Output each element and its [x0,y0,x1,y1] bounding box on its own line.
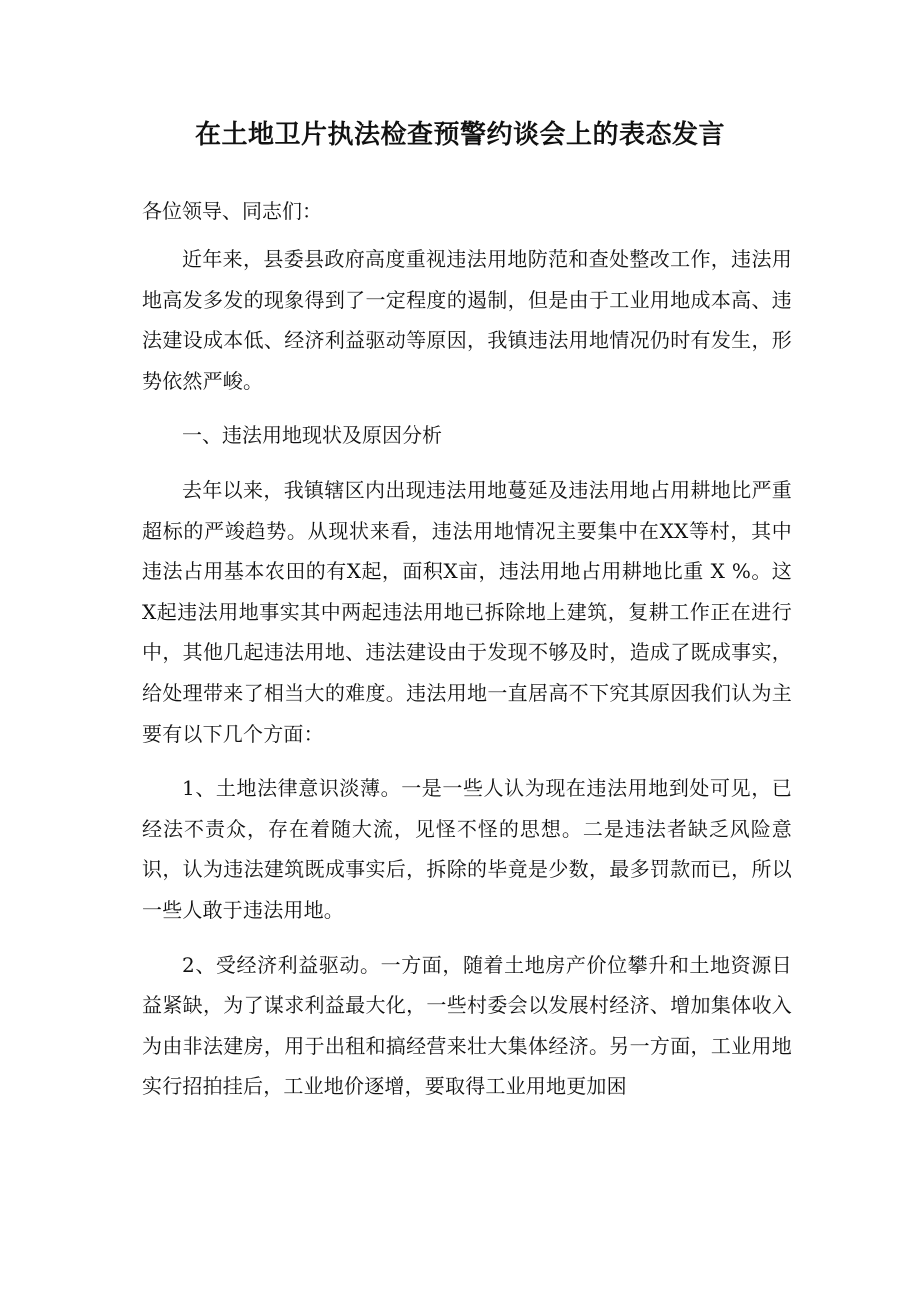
paragraph-reason-1: 1、土地法律意识淡薄。一是一些人认为现在违法用地到处可见，已经法不责众，存在着随大流，见怪不怪的思想。二是违法者缺乏风险意识，认为违法建筑既成事实后，拆除的毕竟是少数，最多罚款而已，所以一些人敢于违法用地。 [142,776,792,922]
document-body [142,239,792,1107]
section-heading: 一、违法用地现状及原因分析 [182,423,442,448]
salutation: 各位领导、同志们： [142,199,322,223]
document-title: 在土地卫片执法检查预警约谈会上的表态发言 [194,120,725,150]
paragraph-intro: 近年来，县委县政府高度重视违法用地防范和查处整改工作，违法用地高发多发的现象得到了一定程度的遏制，但是由于工业用地成本高、违法建设成本低、经济利益驱动等原因，我镇违法用地情况仍时有发生，形势依然严峻。 [142,247,792,393]
paragraph-reason-2: 2、受经济利益驱动。一方面，随着土地房产价位攀升和土地资源日益紧缺，为了谋求利益最大化，一些村委会以发展村经济、增加集体收入为由非法建房，用于出租和搞经营来壮大集体经济。另一方面，工业用地实行招拍挂后，工业地价逐增，要取得工业用地更加困 [142,952,792,1099]
paragraph-status: 去年以来，我镇辖区内出现违法用地蔓延及违法用地占用耕地比严重超标的严竣趋势。从现状来看，违法用地情况主要集中在XX等村，其中违法占用基本农田的有X起，面积X亩，违法用地占用耕地比重 X %。这X起违法用地事实其中两起违法用地已拆除地上建筑，复耕工作正在进行中，其他几起违法用地、违法建设由于发现不够及时，造成了既成事实，给处理带来了相当大的难度。违法用地一直居高不下究其原因我们认为主要有以下几个方面： [142,477,792,746]
